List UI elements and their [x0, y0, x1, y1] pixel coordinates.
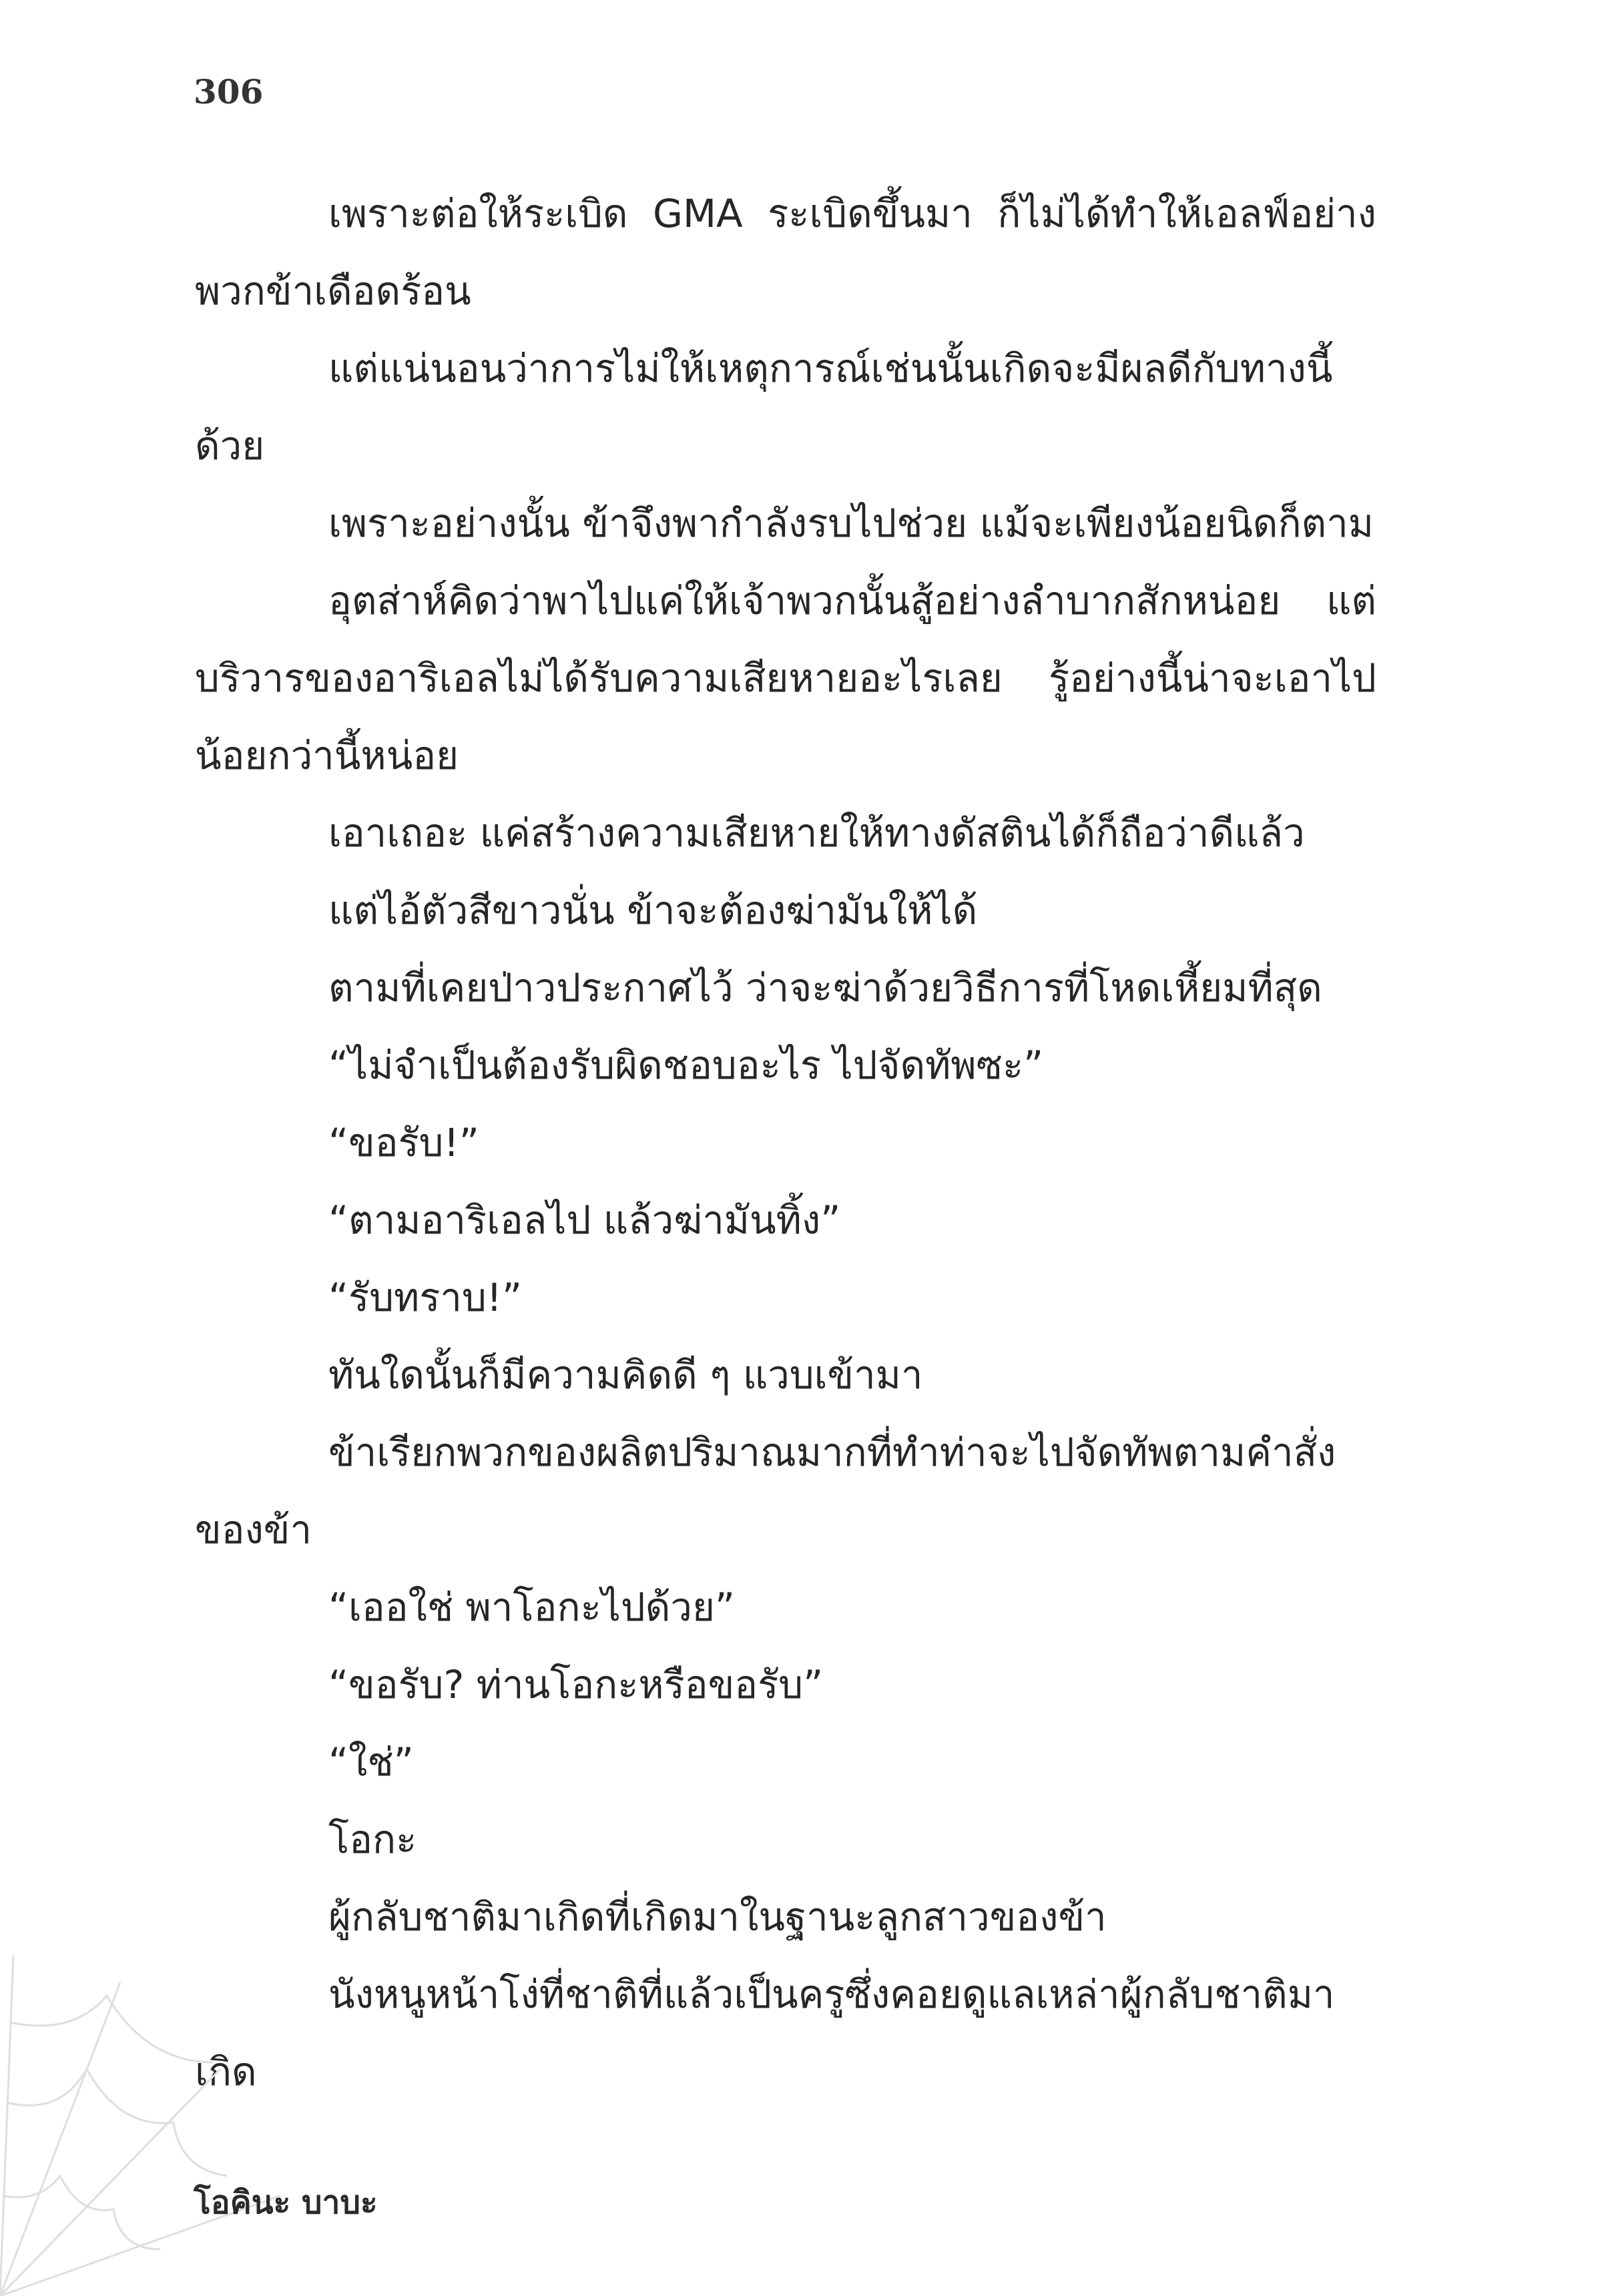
- paragraph: ข้าเรียกพวกของผลิตปริมาณมากที่ทำท่าจะไปจัดทัพตามคำสั่งของข้า: [195, 1430, 1336, 1552]
- page-number: 306: [194, 72, 264, 111]
- paragraph: แต่แน่นอนว่าการไม่ให้เหตุการณ์เช่นนั้นเกิดจะมีผลดีกับทางนี้ด้วย: [195, 346, 1333, 469]
- spider-web-icon: [0, 1956, 280, 2296]
- footer-author: โอคินะ บาบะ: [194, 2184, 378, 2221]
- paragraph: “ใช่”: [328, 1739, 414, 1785]
- paragraph: ตามที่เคยป่าวประกาศไว้ ว่าจะฆ่าด้วยวิธีการที่โหดเหี้ยมที่สุด: [328, 965, 1322, 1011]
- paragraph: “ไม่จำเป็นต้องรับผิดชอบอะไร ไปจัดทัพซะ”: [328, 1043, 1044, 1088]
- paragraph: “ขอรับ!”: [328, 1120, 479, 1165]
- paragraph: นังหนูหน้าโง่ที่ชาติที่แล้วเป็นครูซึ่งคอยดูแลเหล่าผู้กลับชาติมาเกิด: [195, 1972, 1335, 2094]
- paragraph: เอาเถอะ แค่สร้างความเสียหายให้ทางดัสตินได้ก็ถือว่าดีแล้ว: [328, 810, 1305, 856]
- paragraph: “ตามอาริเอลไป แล้วฆ่ามันทิ้ง”: [328, 1197, 841, 1243]
- paragraph: แต่ไอ้ตัวสีขาวนั่น ข้าจะต้องฆ่ามันให้ได้: [328, 888, 978, 933]
- paragraph: ทันใดนั้นก็มีความคิดดี ๆ แวบเข้ามา: [328, 1352, 923, 1398]
- paragraph: เพราะอย่างนั้น ข้าจึงพากำลังรบไปช่วย แม้จะเพียงน้อยนิดก็ตาม: [328, 501, 1374, 546]
- body-text: [195, 175, 1376, 2110]
- paragraph: “ขอรับ? ท่านโอกะหรือขอรับ”: [328, 1662, 824, 1707]
- paragraph: ผู้กลับชาติมาเกิดที่เกิดมาในฐานะลูกสาวของข้า: [328, 1894, 1107, 1940]
- paragraph: อุตส่าห์คิดว่าพาไปแค่ให้เจ้าพวกนั้นสู้อย่างลำบากสักหน่อย แต่บริวารของอาริเอลไม่ได้รับความเสียหายอะไรเลย รู้อย่างนี้น่าจะเอาไปน้อยกว่านี้หน่อย: [195, 578, 1376, 778]
- paragraph: เพราะต่อให้ระเบิด GMA ระเบิดขึ้นมา ก็ไม่ได้ทำให้เอลฟ์อย่างพวกข้าเดือดร้อน: [195, 191, 1376, 314]
- paragraph: “รับทราบ!”: [328, 1275, 523, 1320]
- paragraph: “เออใช่ พาโอกะไปด้วย”: [328, 1585, 735, 1630]
- paragraph: โอกะ: [328, 1817, 417, 1862]
